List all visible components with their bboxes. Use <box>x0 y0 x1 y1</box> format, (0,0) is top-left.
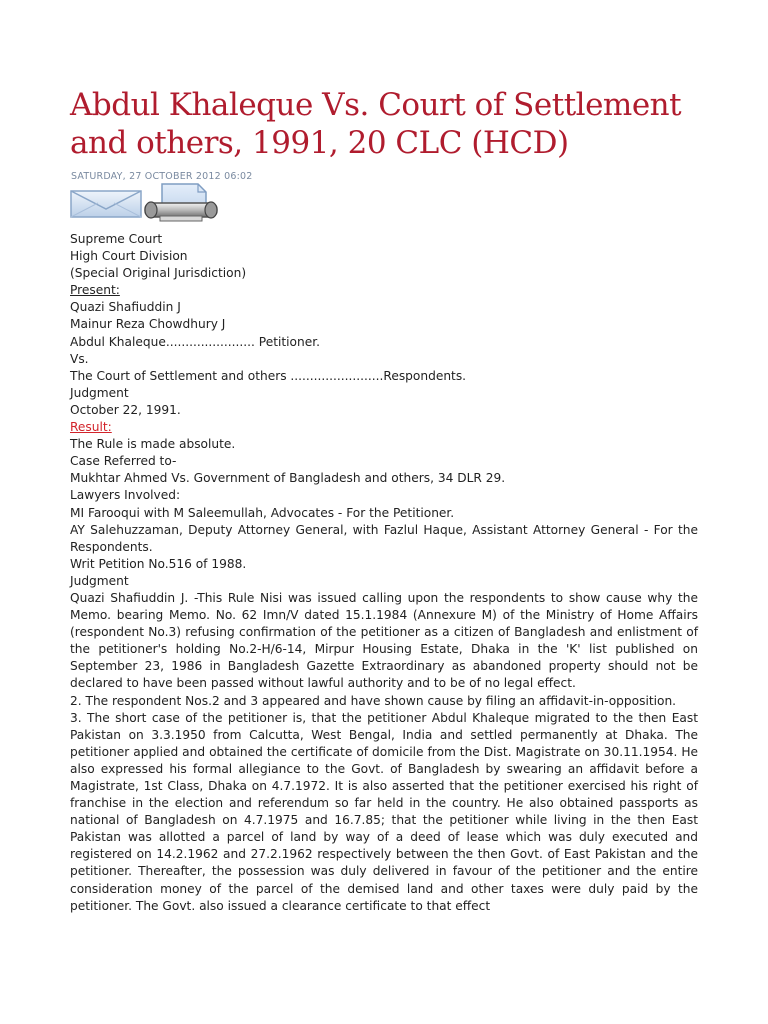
paragraph-3: 3. The short case of the petitioner is, that the petitioner Abdul Khaleque migrated to the then East Pakistan on 3.3.1950 from Calcutta, West Bengal, India and settled permanently at Dhaka. The petitioner applied and obtained the certificate of domicile from the Dist. Magistrate on 30.11.1954. He also expressed his formal allegiance to the Govt. of Bangladesh by swearing an affidavit before a Magistrate, 1st Class, Dhaka on 4.7.1972. It is also asserted that the petitioner exercised his right of franchise in the election and referendum so far held in the country. He also obtained passports as national of Bangladesh on 4.7.1975 and 16.7.85; that the petitioner while living in the then East Pakistan was allotted a parcel of land by way of a deed of lease which was duly executed and registered on 14.2.1962 and 27.2.1962 respectively between the then Govt. of East Pakistan and the petitioner. Thereafter, the possession was duly delivered in favour of the petitioner and the entire consideration money of the parcel of the demised land and other taxes were duly paid by the petitioner. The Govt. also issued a clearance certificate to that effect <box>70 710 698 913</box>
judgment-label-2: Judgment <box>70 573 129 588</box>
article-actions <box>70 183 230 223</box>
lawyers-label: Lawyers Involved: <box>70 488 181 503</box>
judge-2: Mainur Reza Chowdhury J <box>70 317 226 332</box>
judgment-label: Judgment <box>70 385 129 400</box>
article-body <box>70 231 698 915</box>
case-referred-label: Case Referred to- <box>70 454 177 469</box>
present-label: Present: <box>70 283 120 298</box>
court-name: Supreme Court <box>70 232 163 246</box>
jurisdiction: (Special Original Jurisdiction) <box>70 266 247 281</box>
lawyers-respondents: AY Salehuzzaman, Deputy Attorney General, with Fazlul Haque, Assistant Attorney General - For the Respondents. <box>70 522 698 554</box>
article-date: SATURDAY, 27 OCTOBER 2012 06:02 <box>71 171 253 182</box>
respondents-line: The Court of Settlement and others ........................Respondents. <box>70 368 467 383</box>
case-referred: Mukhtar Ahmed Vs. Government of Bangladesh and others, 34 DLR 29. <box>70 471 506 486</box>
article-title: Abdul Khaleque Vs. Court of Settlement and others, 1991, 20 CLC (HCD) <box>70 87 682 161</box>
result-text: The Rule is made absolute. <box>70 437 236 452</box>
email-icon[interactable] <box>70 187 142 219</box>
division-name: High Court Division <box>70 249 188 264</box>
result-label: Result: <box>70 420 112 435</box>
writ-petition: Writ Petition No.516 of 1988. <box>70 556 247 571</box>
versus-line: Vs. <box>70 351 89 366</box>
judgment-date: October 22, 1991. <box>70 402 181 417</box>
print-icon[interactable] <box>142 183 220 223</box>
lawyers-petitioner: MI Farooqui with M Saleemullah, Advocates - For the Petitioner. <box>70 505 455 520</box>
petitioner-line: Abdul Khaleque....................... Petitioner. <box>70 334 320 349</box>
paragraph-2: 2. The respondent Nos.2 and 3 appeared and have shown cause by filing an affidavit-in-opposition. <box>70 693 677 708</box>
judge-1: Quazi Shafiuddin J <box>70 300 181 315</box>
paragraph-1: Quazi Shafiuddin J. -This Rule Nisi was issued calling upon the respondents to show cause why the Memo. bearing Memo. No. 62 Imn/V dated 15.1.1984 (Annexure M) of the Ministry of Home Affairs (respondent No.3) refusing confirmation of the petitioner as a citizen of Bangladesh and enlistment of the petitioner's holding No.2-H/6-14, Mirpur Housing Estate, Dhaka in the 'K' list published on September 23, 1986 in Bangladesh Gazette Extraordinary as abandoned property should not be declared to have been passed without lawful authority and to be of no legal effect. <box>70 590 698 691</box>
